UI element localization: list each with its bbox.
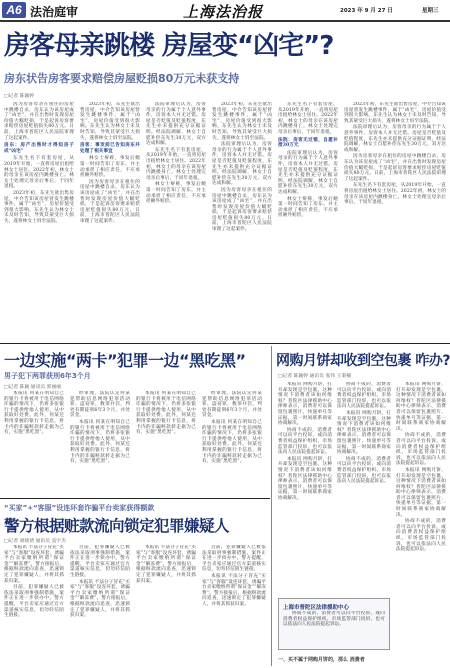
legal-aid-box [278, 598, 390, 650]
legal-aid-box-text [283, 611, 385, 647]
column-divider [271, 346, 272, 666]
article3-column-2 [337, 382, 391, 594]
section-heading: 法院：房客无过错，自愿补偿30万元 [278, 137, 338, 149]
lead-column-5 [278, 102, 338, 340]
masthead [0, 0, 450, 22]
paragraph: 法院审理后认为，房客母亲的行为属于个人意外事件，房客本人并无过错。房屋是否贬值及贬值程度，东先生亦未提供充分证据证明。经法院调解，林女士自愿补偿东先生30万元，双方达成和解。 [212, 142, 272, 187]
article2-headline: 一边实施“两卡”犯罪一边“黑吃黑” [4, 351, 246, 370]
paragraph: 东先生名下有套房屋，从2019年开始，一直将房屋出租给林女士居住。2022年初，林女士的母亲在该房屋内跳楼身亡。林女士处理完母亲后事后，于同年退租。 [344, 183, 446, 206]
paragraph: 协商不成的，消费者可以向平台投诉，或向消费者权益保护组织、市场监管部门投诉，也可以依法向人民法院提起诉讼。 [396, 519, 446, 553]
article3-column-3 [396, 382, 446, 666]
article3-headline: 网购月饼却收到空包裹 咋办? [276, 353, 450, 369]
paragraph: 法院审理后认为，房客母亲的行为属于个人意外事件，房客本人并无过错。房屋是否贬值及贬值程度，东先生亦未提供充分证据证明。经法院调解，林女士自愿补偿东先生30万元，双方达成和解。 [344, 125, 446, 153]
paragraph: 经审理，法院认定何某犯帮助信息网络犯罪活动罪、盗窃罪，数罪并罚，判处有期徒刑6年3个月，并处罚金。 [70, 391, 130, 419]
paragraph: 本报讯 何某在明知自己的银行卡将被用于电信网络诈骗的情况下，仍将多张银行卡提供给他人使用，从中获取好处费。此外，何某还利用掌握的银行卡信息，将卡内的诈骗赃款转走据为己有，实施“黑吃黑”。 [202, 419, 262, 465]
paragraph: 本报讯 不法分子冒充“买家”与“客服”设连环套，诱骗平台卖家缴纳所谓“保证金”“解冻费”。警方接报后，根据赃款流向追查，迅速锁定了犯罪嫌疑人，并将其抓获归案。 [70, 579, 130, 619]
section-divider [0, 343, 450, 344]
paragraph: 本报讯 不法分子冒充“买家”与“客服”设连环套，诱骗平台卖家缴纳所谓“保证金”“解冻费”。警方接报后，根据赃款流向追查，迅速锁定了犯罪嫌疑人，并将其抓获归案。 [202, 573, 266, 607]
issue-date: 2023 年 9 月 27 日 [340, 8, 393, 14]
article2-column-2 [70, 391, 130, 495]
lead-byline: □记者 陈颖婷 [4, 94, 35, 99]
paragraph: 东先生名下有套房屋，从2019年开始，一直将房屋出租给林女士居住。2022年初，林女士的母亲在该房屋内跳楼身亡。林女士处理完母亲后事后，于同年退租。 [278, 102, 338, 135]
paragraph: 林女士辩称，事发后她第一时间告知了房东，并主动承担了相应责任，不应承担额外赔偿。 [80, 156, 140, 179]
article4-byline: □记者 胡晓倩 通讯员 袁宇杰 [4, 539, 66, 544]
paragraph: 因为房客母亲在租住的房屋中跳楼自杀，房东认为该房屋成了“凶宅”，并在出售时发现房屋价值大幅贬损，于是起诉房客要求赔偿房屋贬值损失80万元。日前，上海市普陀区人民法院审理了这起案件。 [212, 187, 272, 233]
paragraph: 本报讯 不法分子冒充“买家”与“客服”设连环套，诱骗平台卖家缴纳所谓“保证金”“解冻费”。警方接报后，根据赃款流向追查，迅速锁定了犯罪嫌疑人，并将其抓获归案。 [4, 545, 64, 584]
paragraph: 本报讯 网购月饼，打开却发现是空包裹。这种情况下消费者该如何维权？普陀区法律援助中心律师表示，消费者可以保留包裹照片、快递单号等证据，第一时间联系商家协商解决。 [278, 382, 332, 427]
paragraph: 林女士辩称，事发后她第一时间告知了房东，并主动承担了相应责任，不应承担额外赔偿。 [278, 196, 338, 219]
paragraph: 协商不成的，消费者可以向平台投诉，或向消费者权益保护组织、市场监管部门投诉，也可以依法向人民法院提起诉讼。 [337, 382, 391, 410]
masthead-rule [0, 20, 450, 22]
article4-headline: 警方根据赃款流向锁定犯罪嫌疑人 [4, 517, 230, 535]
section-heading: 房东：房产出售时才得知房子成“凶宅” [4, 143, 74, 154]
paper-logo: 上海法治报 [183, 3, 264, 21]
paragraph: 因为房客母亲在租住的房屋中跳楼自杀，房东认为该房屋成了“凶宅”，并在出售时发现房屋价值大幅贬损，于是起诉房客要求赔偿房屋贬值损失80万元。日前，上海市普陀区人民法院审理了这起案件。 [344, 154, 446, 182]
section-heading: 房客：事发前已告知房东并处理了相关事宜 [80, 143, 140, 154]
article4-column-3 [136, 545, 196, 665]
lead-column-6 [344, 102, 446, 340]
article3-footer: 一、买不属于网购月饼的，那么 消费者 [278, 657, 365, 663]
paragraph: 本报讯 不法分子冒充“买家”与“客服”设连环套，诱骗平台卖家缴纳所谓“保证金”“解冻费”。警方接报后，根据赃款流向追查，迅速锁定了犯罪嫌疑人，并将其抓获归案。 [136, 545, 196, 584]
lead-column-3 [146, 102, 206, 340]
issue-weekday: 星期三 [422, 8, 439, 14]
section-title: 法治庭审 [30, 5, 79, 19]
paragraph: 2023年初，东先生欲出售房屋，中介告知该房屋曾发生跳楼事件，属于“凶宅”，房屋价值受到很大影响。东先生认为林女士未及时告知，导致其蒙受巨大损失，遂将林女士诉至法院。 [80, 102, 140, 141]
section-divider [0, 498, 270, 499]
paragraph: 本报讯 何某在明知自己的银行卡将被用于电信网络诈骗的情况下，仍将多张银行卡提供给他人使用，从中获取好处费。此外，何某还利用掌握的银行卡信息，将卡内的诈骗赃款转走据为己有，实施“黑吃黑”。 [4, 391, 64, 436]
lead-subhead: 房东状告房客要求赔偿房屋贬损80万元未获支持 [4, 72, 240, 85]
paragraph: 目前，犯罪嫌疑人已被依法采取刑事强制措施，案件正在进一步侦办中。警方提醒，平台卖家应通过官方渠道核实信息，切勿轻信陌生链接。 [70, 545, 130, 578]
paragraph: 林女士辩称，事发后她第一时间告知了房东，并主动承担了相应责任，不应承担额外赔偿。 [146, 182, 206, 205]
paragraph: 因为房客母亲在租住的房屋中跳楼自杀，房东认为该房屋成了“凶宅”，并在出售时发现房屋价值大幅贬损，于是起诉房客要求赔偿房屋贬值损失80万元。日前，上海市普陀区人民法院审理了这起案件。 [80, 179, 140, 224]
paragraph: 本报讯 何某在明知自己的银行卡将被用于电信网络诈骗的情况下，仍将多张银行卡提供给他人使用，从中获取好处费。此外，何某还利用掌握的银行卡信息，将卡内的诈骗赃款转走据为己有，实施“黑吃黑”。 [136, 391, 196, 436]
paragraph: 2023年初，东先生欲出售房屋，中介告知该房屋曾发生跳楼事件，属于“凶宅”，房屋价值受到很大影响。东先生认为林女士未及时告知，导致其蒙受巨大损失，遂将林女士诉至法院。 [212, 102, 272, 141]
lead-column-2 [80, 102, 140, 340]
paragraph: 本报讯 网购月饼，打开却发现是空包裹。这种情况下消费者该如何维权？普陀区法律援助中心律师表示，消费者可以保留包裹照片、快递单号等证据，第一时间联系商家协商解决。 [337, 410, 391, 456]
article4-column-4 [202, 545, 266, 665]
article2-column-1 [4, 391, 64, 495]
paragraph: 2023年初，东先生欲出售房屋，中介告知该房屋曾发生跳楼事件，属于“凶宅”，房屋价值受到很大影响。东先生认为林女士未及时告知，导致其蒙受巨大损失，遂将林女士诉至法院。 [4, 190, 74, 224]
paragraph: 协商不成的，消费者可以向平台投诉，或向消费者权益保护组织、市场监管部门投诉，也可以依法向人民法院提起诉讼。 [283, 611, 385, 628]
paragraph: 2023年初，东先生欲出售房屋，中介告知该房屋曾发生跳楼事件，属于“凶宅”，房屋价值受到很大影响。东先生认为林女士未及时告知，导致其蒙受巨大损失，遂将林女士诉至法院。 [344, 102, 446, 124]
article4-kicker: “买家”+“客服”设连环套诈骗平台卖家获得额款 [4, 504, 155, 512]
paragraph: 本报讯 网购月饼，打开却发现是空包裹。这种情况下消费者该如何维权？普陀区法律援助中心律师表示，消费者可以保留包裹照片、快递单号等证据，第一时间联系商家协商解决。 [278, 456, 332, 501]
lead-column-4 [212, 102, 272, 340]
paragraph: 目前，犯罪嫌疑人已被依法采取刑事强制措施，案件正在进一步侦办中。警方提醒，平台卖家应通过官方渠道核实信息，切勿轻信陌生链接。 [4, 585, 64, 619]
paragraph: 东先生名下有套房屋，从2019年开始，一直将房屋出租给林女士居住。2022年初，林女士的母亲在该房屋内跳楼身亡。林女士处理完母亲后事后，于同年退租。 [146, 147, 206, 181]
article3-column-1 [278, 382, 332, 594]
paragraph: 因为房客母亲在租住的房屋中跳楼自杀，房东认为该房屋成了“凶宅”，并在出售时发现房屋价值大幅贬损，于是起诉房客要求赔偿房屋贬值损失80万元。日前，上海市普陀区人民法院审理了这起案件。 [4, 102, 74, 141]
legal-aid-box-title: 上海市普陀区法律援助中心 [283, 605, 350, 611]
article2-column-3 [136, 391, 196, 495]
article2-byline: □记者 陈颖 通讯员 郭丽丽 [4, 385, 62, 390]
article2-subhead: 男子犯下两罪获刑6年3个月 [4, 372, 91, 380]
article2-column-4 [202, 391, 262, 495]
lead-headline: 房客母亲跳楼 房屋变“凶宅”? [4, 31, 334, 61]
paragraph: 本报讯 网购月饼，打开却发现是空包裹。这种情况下消费者该如何维权？普陀区法律援助中心律师表示，消费者可以保留包裹照片、快递单号等证据，第一时间联系商家协商解决。 [396, 382, 446, 432]
paragraph: 目前，犯罪嫌疑人已被依法采取刑事强制措施，案件正在进一步侦办中。警方提醒，平台卖家应通过官方渠道核实信息，切勿轻信陌生链接。 [202, 545, 266, 573]
article4-column-2 [70, 545, 130, 665]
article4-column-1 [4, 545, 64, 665]
paragraph: 本报讯 何某在明知自己的银行卡将被用于电信网络诈骗的情况下，仍将多张银行卡提供给他人使用，从中获取好处费。此外，何某还利用掌握的银行卡信息，将卡内的诈骗赃款转走据为己有，实施“黑吃黑”。 [70, 419, 130, 465]
paragraph: 协商不成的，消费者可以向平台投诉，或向消费者权益保护组织、市场监管部门投诉，也可以依法向人民法院提起诉讼。 [396, 433, 446, 467]
article3-byline: □记者 陈颖婷 通讯员 张伟 王秉楠 [278, 374, 351, 379]
paragraph: 协商不成的，消费者可以向平台投诉，或向消费者权益保护组织、市场监管部门投诉，也可以依法向人民法院提起诉讼。 [337, 456, 391, 485]
lead-column-1 [4, 102, 74, 340]
page-number-badge: A6 [2, 2, 26, 18]
paragraph: 法院审理后认为，房客母亲的行为属于个人意外事件，房客本人并无过错。房屋是否贬值及贬值程度，东先生亦未提供充分证据证明。经法院调解，林女士自愿补偿东先生30万元，双方达成和解。 [278, 150, 338, 195]
paragraph: 本报讯 网购月饼，打开却发现是空包裹。这种情况下消费者该如何维权？普陀区法律援助中心律师表示，消费者可以保留包裹照片、快递单号等证据，第一时间联系商家协商解决。 [396, 467, 446, 518]
paragraph: 法院审理后认为，房客母亲的行为属于个人意外事件，房客本人并无过错。房屋是否贬值及贬值程度，东先生亦未提供充分证据证明。经法院调解，林女士自愿补偿东先生30万元，双方达成和解。 [146, 102, 206, 147]
paragraph: 经审理，法院认定何某犯帮助信息网络犯罪活动罪、盗窃罪，数罪并罚，判处有期徒刑6年3个月，并处罚金。 [202, 391, 262, 419]
paragraph: 东先生名下有套房屋，从2019年开始，一直将房屋出租给林女士居住。2022年初，林女士的母亲在该房屋内跳楼身亡。林女士处理完母亲后事后，于同年退租。 [4, 156, 74, 190]
paragraph: 协商不成的，消费者可以向平台投诉，或向消费者权益保护组织、市场监管部门投诉，也可以依法向人民法院提起诉讼。 [278, 427, 332, 456]
